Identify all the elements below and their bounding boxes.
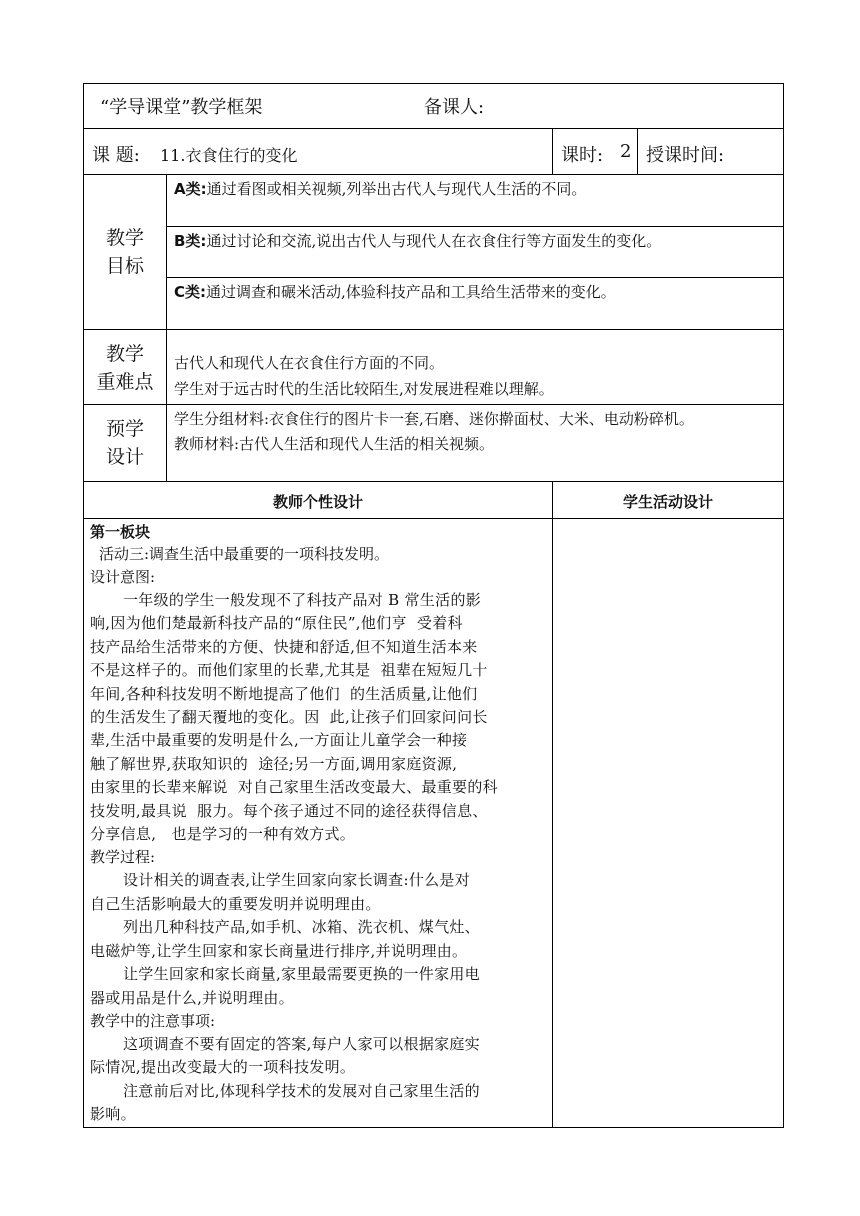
preparer-label: 备课人: xyxy=(424,97,485,118)
prestudy-label xyxy=(84,415,166,471)
hours-label: 课时: xyxy=(561,145,604,166)
objective-a-label: A类: xyxy=(174,180,207,198)
paragraph-line: 让学生回家和家长商量,家里最需要更换的一件家用电 xyxy=(123,965,480,984)
rule-after-header xyxy=(83,128,784,129)
hours-value: 2 xyxy=(620,141,632,162)
objective-b xyxy=(174,230,661,251)
rule-after-colheaders xyxy=(83,518,784,519)
objective-c-text: 通过调查和碾米活动,体验科技产品和工具给生活带来的变化。 xyxy=(206,283,616,301)
notes-label: 教学中的注意事项: xyxy=(90,1011,216,1030)
notes-paragraph xyxy=(90,1033,548,1127)
paragraph-line: 不是这样子的。而他们家里的长辈,尤其是 祖辈在短短几十 xyxy=(90,661,488,680)
objectives-label-line2: 目标 xyxy=(105,255,144,277)
rule-after-prestudy xyxy=(83,481,784,482)
paragraph-line: 电磁炉等,让学生回家和家长商量进行排序,并说明理由。 xyxy=(90,941,468,960)
rule-teacher-student xyxy=(552,481,553,1127)
border-right xyxy=(783,83,784,1128)
objective-c-label: C类: xyxy=(174,283,207,301)
student-column-header: 学生活动设计 xyxy=(622,493,713,511)
objective-a xyxy=(174,178,586,199)
objective-b-label: B类: xyxy=(174,232,207,250)
objective-c xyxy=(174,281,616,302)
paragraph-line: 注意前后对比,体现科学技术的发展对自己家里生活的 xyxy=(123,1081,480,1100)
paragraph-line: 设计相关的调查表,让学生回家向家长调查:什么是对 xyxy=(123,871,471,890)
paragraph-line: 分享信息, 也是学习的一种有效方式。 xyxy=(90,825,356,844)
paragraph-line: 辈,生活中最重要的发明是什么,一方面让儿童学会一种接 xyxy=(90,731,468,750)
rule-hours-time xyxy=(637,128,638,174)
paragraph-line: 触了解世界,获取知识的 途径;另一方面,调用家庭资源, xyxy=(90,754,458,773)
paragraph-line: 自己生活影响最大的重要发明并说明理由。 xyxy=(90,894,381,913)
keypoints-label-line2: 重难点 xyxy=(96,371,154,393)
border-bottom xyxy=(83,1127,784,1128)
process-paragraph xyxy=(90,869,548,1009)
paragraph-line: 际情况,提出改变最大的一项科技发明。 xyxy=(90,1058,356,1077)
paragraph-line: 一年级的学生一般发现不了科技产品对 B 常生活的影 xyxy=(123,591,482,609)
rule-obj-b xyxy=(166,277,784,278)
paragraph-line: 器或用品是什么,并说明理由。 xyxy=(90,988,294,1007)
objective-a-text: 通过看图或相关视频,列举出古代人与现代人生活的不同。 xyxy=(206,180,587,198)
paragraph-line: 这项调查不要有固定的答案,每户人家可以根据家庭实 xyxy=(123,1034,480,1053)
teacher-column-header: 教师个性设计 xyxy=(272,493,363,511)
prestudy-label-line1: 预学 xyxy=(105,418,144,440)
paragraph-line: 列出几种科技产品,如手机、冰箱、洗衣机、煤气灶、 xyxy=(123,918,480,937)
topic-label: 课 题: xyxy=(92,145,140,166)
paragraph-line: 由家里的长辈来解说 对自己家里生活改变最大、最重要的科 xyxy=(90,778,498,797)
prestudy-label-line2: 设计 xyxy=(105,446,144,468)
keypoints-label xyxy=(84,340,166,396)
keypoints-label-line1: 教学 xyxy=(105,343,144,365)
objective-b-text: 通过讨论和交流,说出古代人与现代人在衣食住行等方面发生的变化。 xyxy=(206,232,662,250)
rule-after-objectives xyxy=(83,329,784,330)
paragraph-line: 影响。 xyxy=(90,1105,136,1124)
rule-obj-a xyxy=(166,226,784,227)
prestudy-line-2: 教师材料:古代人生活和现代人生活的相关视频。 xyxy=(174,435,495,453)
keypoint-line-1: 古代人和现代人在衣食住行方面的不同。 xyxy=(174,354,445,372)
time-label: 授课时间: xyxy=(646,145,725,166)
rule-after-keypoints xyxy=(83,404,784,405)
activity-line: 活动三:调查生活中最重要的一项科技发明。 xyxy=(99,545,390,563)
rule-topic-hours xyxy=(552,128,553,174)
paragraph-line: 技发明,最具说 服力。每个孩子通过不同的途径获得信息、 xyxy=(90,801,488,820)
prestudy-line-1: 学生分组材料:衣食住行的图片卡一套,石磨、迷你擀面杖、大米、电动粉碎机。 xyxy=(174,410,694,428)
objectives-label-line1: 教学 xyxy=(105,227,144,249)
objectives-label xyxy=(84,224,166,280)
paragraph-line: 的生活发生了翻天覆地的变化。因 此,让孩子们回家问问长 xyxy=(90,708,488,727)
paragraph-line: 响,因为他们楚最新科技产品的“原住民”,他们亨 受着科 xyxy=(90,614,463,633)
teacher-design-content xyxy=(90,521,548,1127)
rule-after-topic xyxy=(83,174,784,175)
process-label: 教学过程: xyxy=(90,848,156,867)
keypoint-line-2: 学生对于远古时代的生活比较陌生,对发展进程难以理解。 xyxy=(174,380,554,398)
block-title: 第一板块 xyxy=(90,523,151,541)
border-top xyxy=(83,83,784,84)
intent-label: 设计意图: xyxy=(90,568,156,586)
paragraph-line: 技产品给生活带来的方便、快捷和舒适,但不知道生活本来 xyxy=(90,637,478,656)
framework-title: “学导课堂”教学框架 xyxy=(100,97,263,118)
topic-value: 11.衣食住行的变化 xyxy=(160,146,298,165)
intent-paragraph xyxy=(90,589,548,846)
paragraph-line: 年间,各种科技发明不断地提高了他们 的生活质量,让他们 xyxy=(90,684,478,703)
rule-label-column xyxy=(166,174,167,481)
